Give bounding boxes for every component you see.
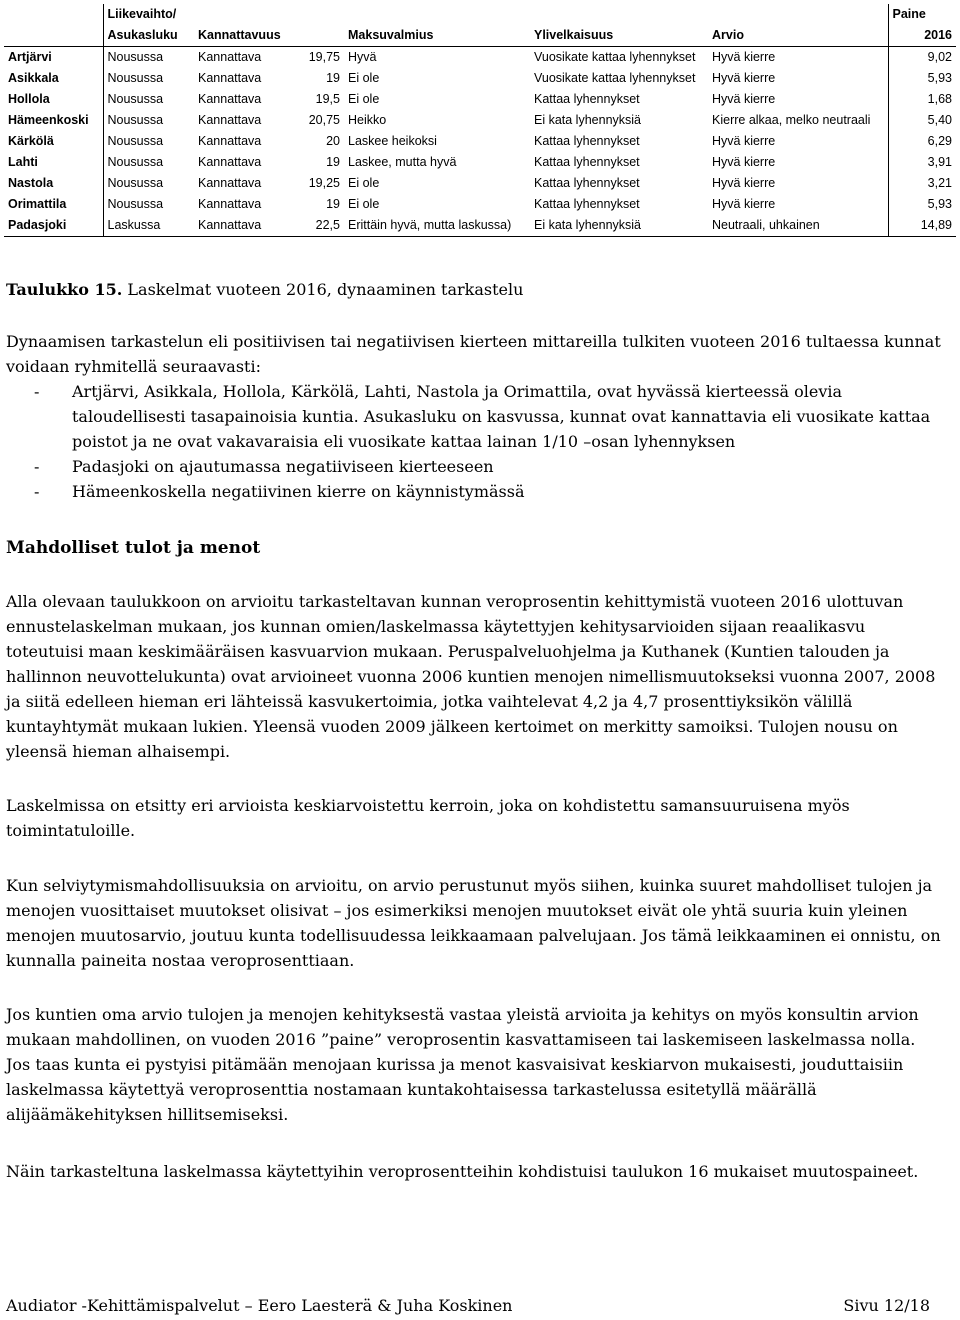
- table-row: [4, 131, 956, 152]
- list-item: - Artjärvi, Asikkala, Hollola, Kärkölä, Lahti, Nastola ja Orimattila, ovat hyvässä kierteessä olevia taloudellisesti tasapainoisia kuntia. Asukasluku on kasvussa, kunnat ovat kannattavia eli vuosikate kattaa poistot ja ne ovat vakavaraisia eli vuosikate kattaa lainan 1/10 –osan lyhennyksen: [34, 382, 931, 451]
- cell-paine-2016: 9,02: [888, 47, 956, 69]
- cell-kannattavuus-value: 20: [326, 134, 340, 149]
- footer-authors: Audiator -Kehittämispalvelut – Eero Laesterä & Juha Koskinen: [6, 1296, 513, 1315]
- cell-ylivelkaisuus: Kattaa lyhennykset: [534, 134, 640, 149]
- paragraph-conclusion: Näin tarkasteltuna laskelmassa käytettyihin veroprosentteihin kohdistuisi taulukon 16 mukaiset muutospaineet.: [6, 1162, 919, 1181]
- header-maksuvalmius: Maksuvalmius: [344, 25, 530, 47]
- list-item: - Padasjoki on ajautumassa negatiiviseen kierteeseen: [34, 457, 494, 476]
- table-row: [4, 68, 956, 89]
- table-header-row-top: [4, 4, 956, 25]
- cell-maksuvalmius: Laskee heikoksi: [348, 134, 437, 149]
- header-arvio: Arvio: [708, 25, 888, 47]
- cell-kannattavuus: Kannattava: [198, 92, 262, 107]
- cell-maksuvalmius: Laskee, mutta hyvä: [348, 155, 457, 170]
- cell-ylivelkaisuus: Ei kata lyhennyksiä: [534, 113, 642, 128]
- cell-maksuvalmius: Hyvä: [348, 50, 377, 65]
- cell-kannattavuus: Kannattava: [198, 71, 262, 86]
- cell-arvio: Hyvä kierre: [708, 131, 888, 152]
- table-row: [4, 215, 956, 237]
- cell-maksuvalmius: Ei ole: [348, 92, 380, 107]
- cell-arvio: Neutraali, uhkainen: [708, 215, 888, 237]
- cell-arvio: Hyvä kierre: [708, 152, 888, 173]
- caption-text: Laskelmat vuoteen 2016, dynaaminen tarkastelu: [122, 280, 524, 299]
- cell-kunta: Artjärvi: [4, 47, 103, 69]
- cell-asukasluku: Laskussa: [103, 215, 194, 237]
- cell-asukasluku: Nousussa: [103, 131, 194, 152]
- section-heading: Mahdolliset tulot ja menot: [6, 538, 261, 558]
- table-header-row-bottom: [4, 25, 956, 47]
- header-liikevaihto: Liikevaihto/: [103, 4, 194, 25]
- cell-kannattavuus-value: 19: [326, 155, 340, 170]
- cell-kunta: Nastola: [4, 173, 103, 194]
- header-2016: 2016: [888, 25, 956, 47]
- cell-kannattavuus: Kannattava: [198, 113, 262, 128]
- cell-kannattavuus-value: 19: [326, 197, 340, 212]
- paragraph-income-expense-estimate: Alla olevaan taulukkoon on arvioitu tarkasteltavan kunnan veroprosentin kehittymistä vuoteen 2016 ulottuvan ennustelaskelman mukaan, jos kunnan omien/laskelmassa käytettyjen kehitysarvioiden sijaan reaalikasvu toteutuisi maan keskimääräisen kasvuarvion mukaan. Peruspalveluohjelma ja Kuthanek (Kuntien talouden ja hallinnon neuvottelukunta) ovat arvioineet vuonna 2006 kuntien menojen nimellismuutokseksi vuonna 2007, 2008 ja siitä edelleen hieman eri lähteissä kasvukertoimia, jotka vaihtelevat 4,2 ja 4,7 prosenttiyksikön välillä kuntayhtymät mukaan lukien. Yleensä vuoden 2009 jälkeen kertoimet on merkitty samoiksi. Tulojen nousu on yleensä hieman alhaisempi.: [6, 592, 936, 761]
- cell-kannattavuus-value: 19,25: [308, 176, 340, 191]
- cell-paine-2016: 5,93: [888, 194, 956, 215]
- cell-kannattavuus: Kannattava: [198, 176, 262, 191]
- cell-kannattavuus: Kannattava: [198, 197, 262, 212]
- list-item: - Hämeenkoskella negatiivinen kierre on käynnistymässä: [34, 482, 525, 501]
- paragraph-pressure-explanation: Jos kuntien oma arvio tulojen ja menojen kehityksestä vastaa yleistä arvioita ja kehitys on myös konsultin arvion mukaan mahdollinen, on vuoden 2016 ”paine” veroprosentin kasvattamiseen tai laskemiseen laskelmassa nolla. Jos taas kunta ei pystyisi pitämään menojaan kurissa ja menot kasvaisivat keskiarvon mukaisesti, jouduttaisiin laskelmassa käytettyä veroprosenttia nostamaan kuntakohtaisessa tarkastelussa esitetyllä määrällä alijäämäkehityksen hillitsemiseksi.: [6, 1005, 919, 1124]
- cell-arvio: Hyvä kierre: [708, 194, 888, 215]
- cell-asukasluku: Nousussa: [103, 68, 194, 89]
- cell-ylivelkaisuus: Ei kata lyhennyksiä: [530, 215, 708, 237]
- cell-ylivelkaisuus: Kattaa lyhennykset: [534, 92, 640, 107]
- cell-kunta: Orimattila: [4, 194, 103, 215]
- table-caption: [6, 277, 944, 302]
- paragraph-averaged-coefficient: Laskelmissa on etsitty eri arvioista keskiarvoistettu kerroin, joka on kohdistettu samansuuruisena myös toimintatuloille.: [6, 796, 850, 840]
- cell-maksuvalmius: Ei ole: [348, 71, 380, 86]
- municipality-group-list: [6, 379, 946, 504]
- cell-maksuvalmius: Heikko: [348, 113, 387, 128]
- cell-asukasluku: Nousussa: [103, 152, 194, 173]
- table-row: [4, 194, 956, 215]
- cell-kunta: Hämeenkoski: [4, 110, 103, 131]
- cell-paine-2016: 5,93: [888, 68, 956, 89]
- caption-label: Taulukko 15.: [6, 280, 123, 299]
- cell-asukasluku: Nousussa: [103, 47, 194, 69]
- cell-asukasluku: Nousussa: [103, 110, 194, 131]
- header-ylivelkaisuus: Ylivelkaisuus: [530, 25, 708, 47]
- cell-arvio: Kierre alkaa, melko neutraali: [708, 110, 888, 131]
- cell-paine-2016: 5,40: [888, 110, 956, 131]
- cell-kannattavuus-value: 20,75: [308, 113, 340, 128]
- municipality-table-wrapper: [4, 4, 956, 237]
- cell-kannattavuus: Kannattava: [198, 155, 262, 170]
- footer-page-number: Sivu 12/18: [843, 1296, 930, 1315]
- cell-kannattavuus: Kannattava: [194, 215, 282, 237]
- cell-arvio: Hyvä kierre: [708, 89, 888, 110]
- paragraph-survival-assessment: Kun selviytymismahdollisuuksia on arvioitu, on arvio perustunut myös siihen, kuinka suuret mahdolliset tulojen ja menojen vuosittaiset muutokset olisivat – jos esimerkiksi menojen muutokset eivät ole yhtä suuria kuin yleinen menojen muutosarvio, joutuu kunta todellisuudessa leikkaamaan palvelujaan. Jos tämä leikkaaminen ei onnistu, on kunnalla paineita nostaa veroprosenttiaan.: [6, 876, 941, 970]
- cell-kunta: Kärkölä: [4, 131, 103, 152]
- cell-paine-2016: 3,91: [888, 152, 956, 173]
- cell-maksuvalmius: Ei ole: [348, 197, 380, 212]
- cell-kunta: Padasjoki: [4, 215, 103, 237]
- table-row: [4, 47, 956, 69]
- table-row: [4, 110, 956, 131]
- header-paine: Paine: [888, 4, 956, 25]
- cell-asukasluku: Nousussa: [103, 173, 194, 194]
- cell-paine-2016: 14,89: [888, 215, 956, 237]
- cell-ylivelkaisuus: Vuosikate kattaa lyhennykset: [534, 50, 696, 65]
- cell-kannattavuus-value: 19,5: [315, 92, 340, 107]
- cell-asukasluku: Nousussa: [103, 194, 194, 215]
- cell-maksuvalmius: Ei ole: [348, 176, 380, 191]
- intro-paragraph: Dynaamisen tarkastelun eli positiivisen tai negatiivisen kierteen mittareilla tulkiten vuoteen 2016 tultaessa kunnat voidaan ryhmitellä seuraavasti:: [6, 332, 941, 376]
- table-row: [4, 89, 956, 110]
- cell-kannattavuus-value: 22,5: [282, 215, 344, 237]
- cell-kannattavuus: Kannattava: [198, 50, 262, 65]
- cell-asukasluku: Nousussa: [103, 89, 194, 110]
- cell-arvio: Hyvä kierre: [708, 47, 888, 69]
- cell-kannattavuus-value: 19: [326, 71, 340, 86]
- page-footer: [6, 1295, 930, 1317]
- cell-arvio: Hyvä kierre: [708, 173, 888, 194]
- cell-ylivelkaisuus: Kattaa lyhennykset: [534, 176, 640, 191]
- cell-paine-2016: 6,29: [888, 131, 956, 152]
- header-asukasluku: Asukasluku: [103, 25, 194, 47]
- cell-kannattavuus-value: 19,75: [308, 50, 340, 65]
- cell-paine-2016: 1,68: [888, 89, 956, 110]
- cell-ylivelkaisuus: Kattaa lyhennykset: [534, 155, 640, 170]
- cell-ylivelkaisuus: Vuosikate kattaa lyhennykset: [534, 71, 696, 86]
- cell-arvio: Hyvä kierre: [708, 68, 888, 89]
- municipality-table: [4, 4, 956, 237]
- cell-kunta: Hollola: [4, 89, 103, 110]
- table-row: [4, 152, 956, 173]
- cell-kunta: Lahti: [4, 152, 103, 173]
- cell-ylivelkaisuus: Kattaa lyhennykset: [534, 197, 640, 212]
- header-kannattavuus: Kannattavuus: [194, 25, 282, 47]
- cell-maksuvalmius: Erittäin hyvä, mutta laskussa): [344, 215, 530, 237]
- table-row: [4, 173, 956, 194]
- cell-paine-2016: 3,21: [888, 173, 956, 194]
- cell-kannattavuus: Kannattava: [198, 134, 262, 149]
- cell-kunta: Asikkala: [4, 68, 103, 89]
